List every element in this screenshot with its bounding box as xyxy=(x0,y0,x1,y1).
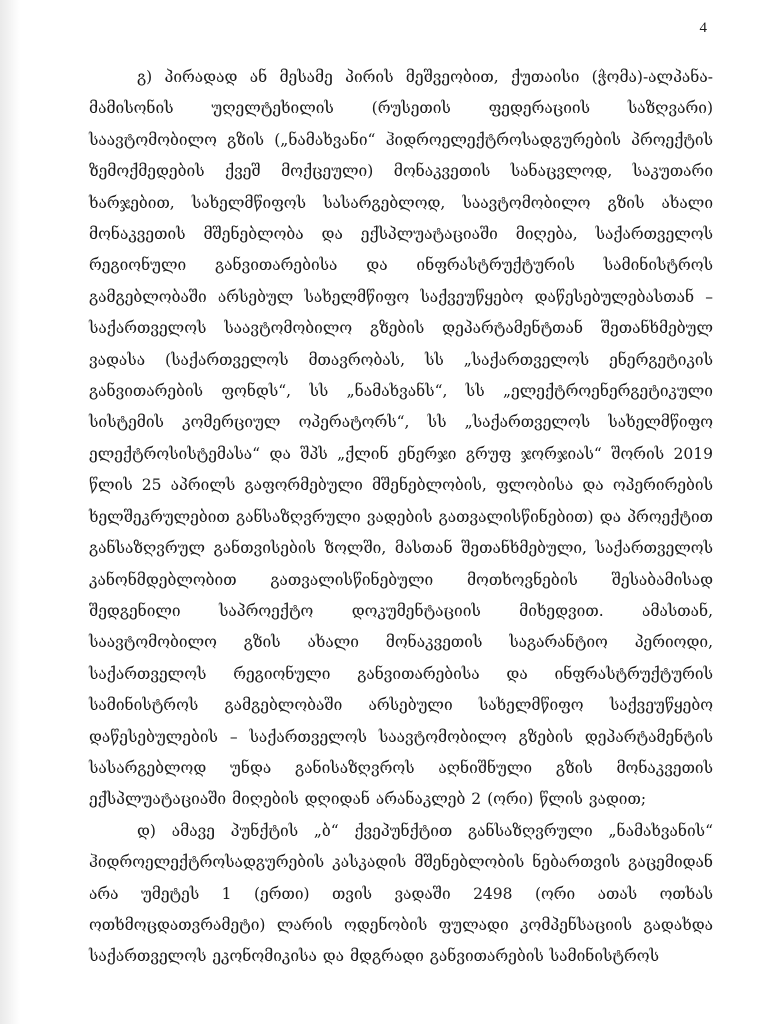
paragraph-g xyxy=(89,62,713,816)
paragraph-d-label: დ) xyxy=(137,821,156,840)
paragraph-g-text: პირადად ან მესამე პირის მეშვეობით, ქუთაისი (ჭომა)-ალპანა-მამისონის უღელტეხილის (რუსეთის ფედერაციის საზღვარი) საავტომობილო გზის („ნამახვანი“ ჰიდროელექტროსადგურების პროექტის ზემოქმედების ქვეშ მოქცეული) მონაკვეთის სანაცვლოდ, საკუთარი ხარჯებით, სახელმწიფოს სასარგებლოდ, საავტომობილო გზის ახალი მონაკვეთის მშენებლობა და ექსპლუატაციაში მიღება, საქართველოს რეგიონული განვითარებისა და ინფრასტრუქტურის სამინისტროს გამგებლობაში არსებულ სახელმწიფო საქვეუწყებო დაწესებულებასთან – საქართველოს საავტომობილო გზების დეპარტამენტთან შეთანხმებულ ვადასა (საქართველოს მთავრობას, სს „საქართველოს ენერგეტიკის განვითარების ფონდს“, სს „ნამახვანს“, სს „ელექტროენერგეტიკული სისტემის კომერციულ ოპერატორს“, სს „საქართველოს სახელმწიფო ელექტროსისტემასა“ და შპს „ქლინ ენერჯი გრუფ ჯორჯიას“ შორის 2019 წლის 25 აპრილს გაფორმებული მშენებლობის, ფლობისა და ოპერირების ხელშეკრულებით განსაზღვრული ვადების გათვალისწინებით) და პროექტით განსაზღვრულ განთვისების ზოლში, მასთან შეთანხმებული, საქართველოს კანონმდებლობით გათვალისწინებული მოთხოვნების შესაბამისად შედგენილი საპროექტო დოკუმენტაციის მიხედვით. ამასთან, საავტომობილო გზის ახალი მონაკვეთის საგარანტიო პერიოდი, საქართველოს რეგიონული განვითარებისა და ინფრასტრუქტურის სამინისტროს გამგებლობაში არსებული სახელმწიფო საქვეუწყებო დაწესებულების – საქართველოს საავტომობილო გზების დეპარტამენტის სასარგებლოდ უნდა განისაზღვროს აღნიშნული გზის მონაკვეთის ექსპლუატაციაში მიღების დღიდან არანაკლებ 2 (ორი) წლის ვადით; xyxy=(89,68,713,809)
paragraph-d xyxy=(89,816,713,973)
document-body xyxy=(89,62,713,973)
page-edge-shadow xyxy=(0,0,20,1024)
paragraph-g-label: გ) xyxy=(137,68,153,86)
page-number: 4 xyxy=(699,20,707,36)
paragraph-d-text: ამავე პუნქტის „ბ“ ქვეპუნქტით განსაზღვრული „ნამახვანის“ ჰიდროელექტროსადგურების კასკადის მშენებლობის ნებართვის გაცემიდან არა უმეტეს 1 (ერთი) თვის ვადაში 2498 (ორი ათას ოთხას ოთხმოცდათვრამეტი) ლარის ოდენობის ფულადი კომპენსაციის გადახდა საქართველოს ეკონომიკისა და მდგრადი განვითარების სამინისტროს xyxy=(89,821,713,966)
